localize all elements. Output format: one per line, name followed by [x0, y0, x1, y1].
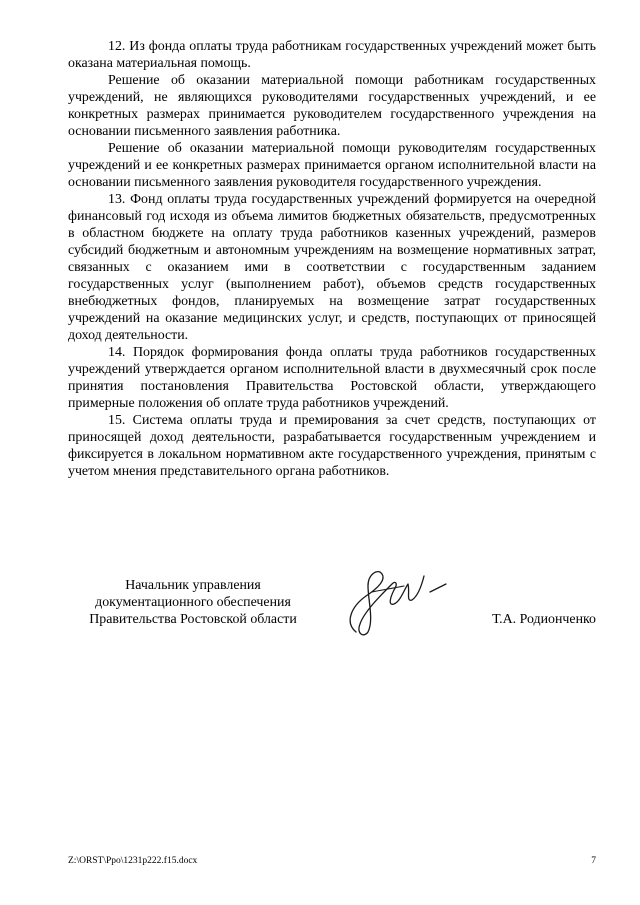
signatory-title — [68, 577, 318, 628]
signatory-title-line: документационного обеспечения — [95, 595, 291, 610]
paragraph-13: 13. Фонд оплаты труда государственных учреждений формируется на очередной финансовый год исходя из объема лимитов бюджетных обязательств, предусмотренных в областном бюджете на оплату труда работников казенных учреждений, размеров субсидий бюджетным и автономным учреждениям на возмещение нормативных затрат, связанных с оказанием ими в соответствии с государственным заданием государственных услуг (выполнением работ), объемов средств государственных внебюджетных фондов, планируемых на возмещение затрат государственных учреждений на оказание медицинских услуг, и средств, поступающих от приносящей доход деятельности. — [68, 192, 596, 343]
paragraph-12-managers: Решение об оказании материальной помощи руководителям государственных учреждений и ее конкретных размерах принимается органом исполнительной власти на основании письменного заявления руководителя государственного учреждения. — [68, 141, 596, 190]
signatory-title-line: Правительства Ростовской области — [89, 612, 297, 627]
handwritten-signature — [338, 562, 450, 642]
paragraph-12: 12. Из фонда оплаты труда работникам государственных учреждений может быть оказана материальная помощь. — [68, 39, 596, 71]
paragraph-15: 15. Система оплаты труда и премирования за счет средств, поступающих от приносящей доход деятельности, разрабатывается государственным учреждением и фиксируется в локальном нормативном акте государственного учреждения, принятым с учетом мнения представительного органа работников. — [68, 413, 596, 479]
document-body — [68, 38, 596, 480]
page-number: 7 — [591, 856, 596, 866]
footer-file-path: Z:\ORST\Ppo\1231p222.f15.docx — [68, 856, 198, 866]
signatory-title-line: Начальник управления — [125, 578, 261, 593]
signatory-name: Т.А. Родионченко — [492, 612, 596, 627]
paragraph-12-employees: Решение об оказании материальной помощи работникам государственных учреждений, не являющихся руководителями государственных учреждений, и ее конкретных размерах принимается руководителем государственного учреждения на основании письменного заявления работника. — [68, 73, 596, 139]
paragraph-14: 14. Порядок формирования фонда оплаты труда работников государственных учреждений утверждается органом исполнительной власти в двухмесячный срок после принятия постановления Правительства Ростовской области, утверждающего примерные положения об оплате труда работников учреждений. — [68, 345, 596, 411]
